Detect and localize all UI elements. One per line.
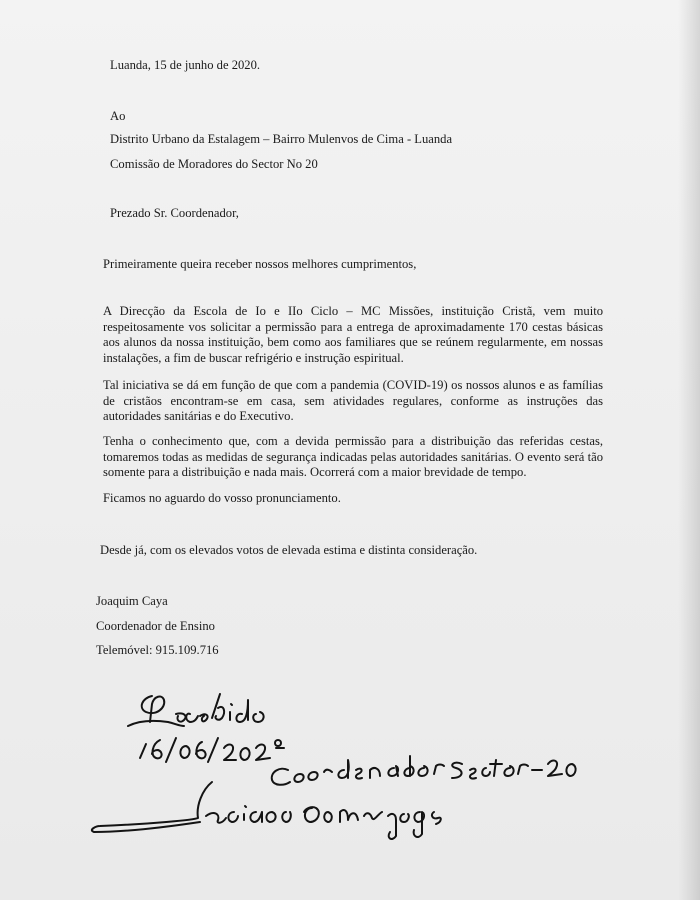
recipient-line-2: Comissão de Moradores do Sector No 20 — [110, 157, 318, 171]
body-paragraph-3: Tenha o conhecimento que, com a devida permissão para a distribuição das referidas cestas, tomaremos todas as medidas de segurança indicadas pelas autoridades sanitárias. O evento será tão somente para a distribuição e nada mais. Ocorrerá com a maior brevidade de tempo. — [103, 434, 603, 479]
handwritten-title — [272, 756, 576, 785]
recipient-to: Ao — [110, 109, 126, 123]
sender-phone: Telemóvel: 915.109.716 — [96, 643, 219, 657]
greeting: Primeiramente queira receber nossos melhores cumprimentos, — [103, 257, 417, 271]
closing-line: Desde já, com os elevados votos de elevada estima e distinta consideração. — [100, 543, 478, 557]
body-paragraph-1: A Direcção da Escola de Io e IIo Ciclo – MC Missões, instituição Cristã, vem muito respeitosamente vos solicitar a permissão para a entrega de aproximadamente 170 cestas básicas aos alunos da nossa instituição, bem como aos familiares que se reúnem regularmente, em nossas instalações, a fim de buscar refrigério e instrução espiritual. — [103, 304, 603, 365]
date-line: Luanda, 15 de junho de 2020. — [110, 58, 261, 72]
sender-role: Coordenador de Ensino — [96, 619, 215, 633]
handwritten-signature — [92, 782, 441, 839]
salutation: Prezado Sr. Coordenador, — [110, 206, 239, 220]
handwritten-date — [140, 738, 284, 762]
recipient-line-1: Distrito Urbano da Estalagem – Bairro Mulenvos de Cima - Luanda — [110, 132, 453, 146]
waiting-line: Ficamos no aguardo do vosso pronunciamento. — [103, 491, 341, 505]
handwritten-received — [128, 694, 264, 726]
sender-name: Joaquim Caya — [96, 594, 168, 608]
body-paragraph-2: Tal iniciativa se dá em função de que com a pandemia (COVID-19) os nossos alunos e as famílias de cristãos encontram-se em casa, sem atividades regulares, conforme as instruções das autoridades sanitárias e do Executivo. — [103, 378, 603, 423]
